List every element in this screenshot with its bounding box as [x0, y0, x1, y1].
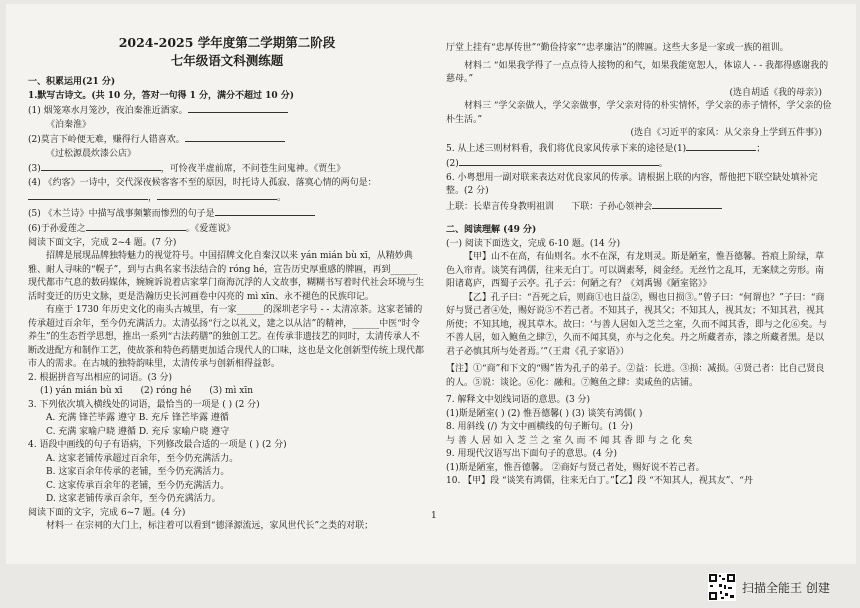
question-4-option-c: C. 这家传承百余年的老铺，至今仍充满活力。 [46, 480, 230, 491]
material-3: 材料三 “学父亲做人，学父亲做事，学父亲对待的朴实情怀，学父亲的赤子情怀，学父亲的俭朴生活。” [446, 101, 832, 125]
poem-source-1: 《泊秦淮》 [46, 119, 92, 130]
left-column [28, 4, 426, 534]
scanner-watermark [708, 573, 830, 601]
poem-line-2 [28, 132, 426, 148]
poem-line-1-text: (1) 烟笼寒水月笼沙，夜泊秦淮近酒家。 [28, 106, 188, 116]
poem-line-3 [28, 161, 426, 177]
question-3-options-cd: C. 充满 家喻户晓 遵循 D. 充斥 家喻户晓 遵守 [46, 426, 230, 437]
poem-line-3-text: ，可怜夜半虚前席，不问苍生问鬼神。《贾生》 [160, 164, 346, 174]
answer-blank[interactable] [686, 141, 756, 151]
couplet-upper: 上联：长辈言传身教明祖训 [446, 201, 555, 212]
question-3: 3. 下列依次填入横线处的词语，最恰当的一项是 ( ) (2 分) [28, 399, 260, 410]
question-5-line-2: (2) 。 [446, 156, 832, 172]
question-7-options: (1)斯是陋室( ) (2) 惟吾德馨( ) (3) 谈笑有鸿儒( ) [446, 408, 643, 419]
question-4-option-d: D. 这家老铺传承百余年，至今仍充满活力。 [46, 494, 221, 504]
poem-line-2-text: (2)莫言下岭便无难，赚得行人错喜欢。 [28, 135, 185, 145]
question-4-option-a: A. 这家老铺传承超过百余年，至今仍充满活力。 [46, 453, 239, 464]
watermark-text: 扫描全能王 创建 [742, 580, 830, 595]
passage-paragraph-1: 招牌是展现品牌独特魅力的视觉符号。中国招牌文化自秦汉以来 yán mián bù xī，从精妙典雅、耐人寻味的“幌子”，到与古典名家书法结合的 róng hé，宣告历史厚重感的牌匾，再到______现代都市气息的数码媒体，婉婉诉说着店家掌门商海沉浮的人文故事，糊糊书写着时代社会环境与生活时变迁的历史文脉，更是浩瀚历史长河画卷中闪亮的 mì xīn、永不褪色的民族印记。 [28, 251, 425, 302]
material-3-source: (选自《习近平的家风：从父亲身上学到五件事》) [630, 128, 822, 138]
exam-subtitle: 七年级语文科测练题 [170, 53, 284, 68]
couplet-lower: 下联：子孙心领神会 [571, 201, 653, 212]
answer-blank[interactable] [652, 199, 722, 209]
question-4: 4. 语段中画线的句子有语病，下列修改最合适的一项是 ( ) (2 分) [28, 440, 287, 450]
material-2: 材料二 “如果我学得了一点点待人接物的和气，如果我能宽恕人，体谅人 - - 我都得感谢我的慈母。” [446, 60, 829, 84]
question-6: 6. 小粤想用一副对联来表达对优良家风的传承。请根据上联的内容，帮他把下联空缺处填补完整。(2 分) [446, 172, 818, 196]
answer-blank[interactable] [215, 206, 315, 216]
question-2: 2. 根据拼音写出相应的词语。(3 分) [28, 372, 173, 383]
material-2-source: (选自胡适《我的母亲》) [729, 87, 822, 98]
answer-blank[interactable] [188, 103, 288, 113]
answer-blank[interactable] [28, 190, 148, 200]
passage-paragraph-2: 有座于 1730 年历史文化的南头古城里，有一家______的深圳老字号 - - 太清凉茶。这家老铺的传承超过百余年，至今仍充满活力。太清弘扬“行之以礼义，建之以从洁”的精神，______中医“时令养生”的生态哲学思想，推出一系列“古法药膳”的独创工艺。在传承非遗技艺的同时，太清传承人不断改进配方和制作工艺，使故茶和特色药膳更加适合现代人的口味，这也是文化创新型传统上现代都市人的需求。在古城的独特韵味里，太清传承与创新相得益彰。 [28, 305, 425, 369]
poem-line-3-label: (3) [28, 164, 41, 174]
section-2-sub: (一) 阅读下面选文，完成 6-10 题。(14 分) [446, 238, 621, 249]
poem-source-6: 。《爱莲说》 [185, 224, 236, 234]
answer-blank[interactable] [41, 161, 161, 171]
poem-line-5 [28, 206, 426, 222]
poem-line-6-text: (6)于孙爱莲之 [28, 224, 86, 234]
poem-line-5-text: (5) 《木兰诗》中描写战事频繁而惨烈的句子是 [28, 208, 215, 219]
question-10: 10. 【甲】段 “谈笑有鸿儒，往来无白丁。”【乙】段 “不知其人，视其友”、“丹 [446, 476, 753, 486]
qr-code-icon [708, 573, 736, 601]
question-4-option-b: B. 这家百余年传承的老铺，至今仍充满活力。 [46, 467, 230, 477]
right-column [446, 4, 832, 489]
pinyin-3: (3) mì xīn [209, 386, 254, 396]
material-1: 材料一 在宗祠的大门上，标注着可以看到“德泽源流远，家风世代长”之类的对联； [46, 521, 374, 531]
exam-sheet [6, 4, 856, 564]
question-9: 9. 用现代汉语写出下面句子的意思。(4 分) [446, 449, 618, 459]
answer-blank[interactable] [459, 156, 659, 166]
question-9-sentences: (1)斯是陋室，惟吾德馨。 ②商好与贤己者处，赐好说不若己者。 [446, 462, 705, 473]
section-2-heading: 二、阅读理解 (49 分) [446, 225, 537, 235]
question-8: 8. 用斜线 (/) 为文中画横线的句子断句。(1 分) [446, 422, 633, 432]
material-1-cont: 厅堂上挂有“忠厚传世”“勤俭持家”“忠孝廉洁”的牌匾。这些大多是一家或一族的祖训。 [446, 43, 789, 53]
answer-blank[interactable] [86, 221, 186, 231]
exam-title: 2024-2025 学年度第二学期第二阶段 [118, 35, 336, 50]
answer-blank[interactable] [157, 190, 277, 200]
poem-line-4-blanks: ， 。 [28, 190, 426, 206]
page-number: 1 [431, 511, 437, 521]
question-3-options-ab: A. 充满 锋芒毕露 遵守 B. 充斥 锋芒毕露 遵循 [46, 413, 229, 423]
answer-blank[interactable] [185, 132, 285, 142]
couplet [446, 199, 832, 215]
footnotes: 【注】①“商”和下文的“赐”皆为孔子的弟子。②益：长进。③损：减损。④贤己者：比自己贤良的人。⑤说：谈论。⑥化：融和。⑦鲍鱼之肆：卖咸鱼的店铺。 [446, 364, 825, 388]
section-1-heading: 一、积累运用(21 分) [28, 77, 116, 87]
question-5-label-2: (2) [446, 159, 459, 169]
question-7: 7. 解释文中划线词语的意思。(3 分) [446, 395, 591, 405]
question-8-sentence: 与 善 人 居 如 入 芝 兰 之 室 久 而 不 闻 其 香 即 与 之 化 矣 [446, 435, 693, 446]
poem-source-2: 《过松源晨炊漆公店》 [46, 148, 137, 159]
question-2-options [28, 385, 426, 399]
question-1: 1.默写古诗文。(共 10 分，答对一句得 1 分，满分不超过 10 分) [28, 90, 295, 101]
text-jia: 【甲】山不在高，有仙则名。水不在深，有龙则灵。斯是陋室，惟吾德馨。苔痕上阶绿，草色入帘青。谈笑有鸿儒，往来无白丁。可以调素琴，阅金经。无丝竹之乱耳，无案牍之劳形。南阳诸葛庐，西蜀子云亭。孔子云：何陋之有？《刘禹锡《陋室铭》》 [446, 252, 825, 289]
reading-instruction-1: 阅读下面文字，完成 2~4 题。(7 分) [28, 237, 177, 248]
pinyin-2: (2) róng hé [140, 386, 192, 396]
poem-line-4: (4) 《约客》一诗中，交代深夜候客客不至的原因，时托诗人孤寂、落寞心情的两句是： [28, 177, 377, 188]
pinyin-1: (1) yán mián bù xī [40, 386, 123, 396]
question-5: 5. 从上述三则材料看，我们将优良家风传承下来的途径是(1) ； [446, 141, 832, 157]
question-5-text: 5. 从上述三则材料看，我们将优良家风传承下来的途径是(1) [446, 143, 687, 154]
text-yi: 【乙】孔子曰：“吾死之后，则商①也日益②，赐也日损③。”曾子曰：“何谓也？”子曰：“商好与贤己者④处，赐好说⑤不若己者。不知其子，视其父；不知其人，视其友；不知其君，视其所使；不知其地，视其草木。故曰：‘与善人居如入芝兰之室，久而不闻其香，即与之化⑥矣。与不善人居，如入鲍鱼之肆⑦，久而不闻其臭，亦与之化矣。丹之所藏者赤，漆之所藏者黑。是以君子必慎其所与处者焉。’”（王肃《孔子家语》） [446, 292, 827, 357]
reading-instruction-2: 阅读下面的文字，完成 6~7 题。(4 分) [28, 507, 186, 518]
poem-line-1 [28, 103, 426, 119]
poem-line-6 [28, 221, 426, 237]
